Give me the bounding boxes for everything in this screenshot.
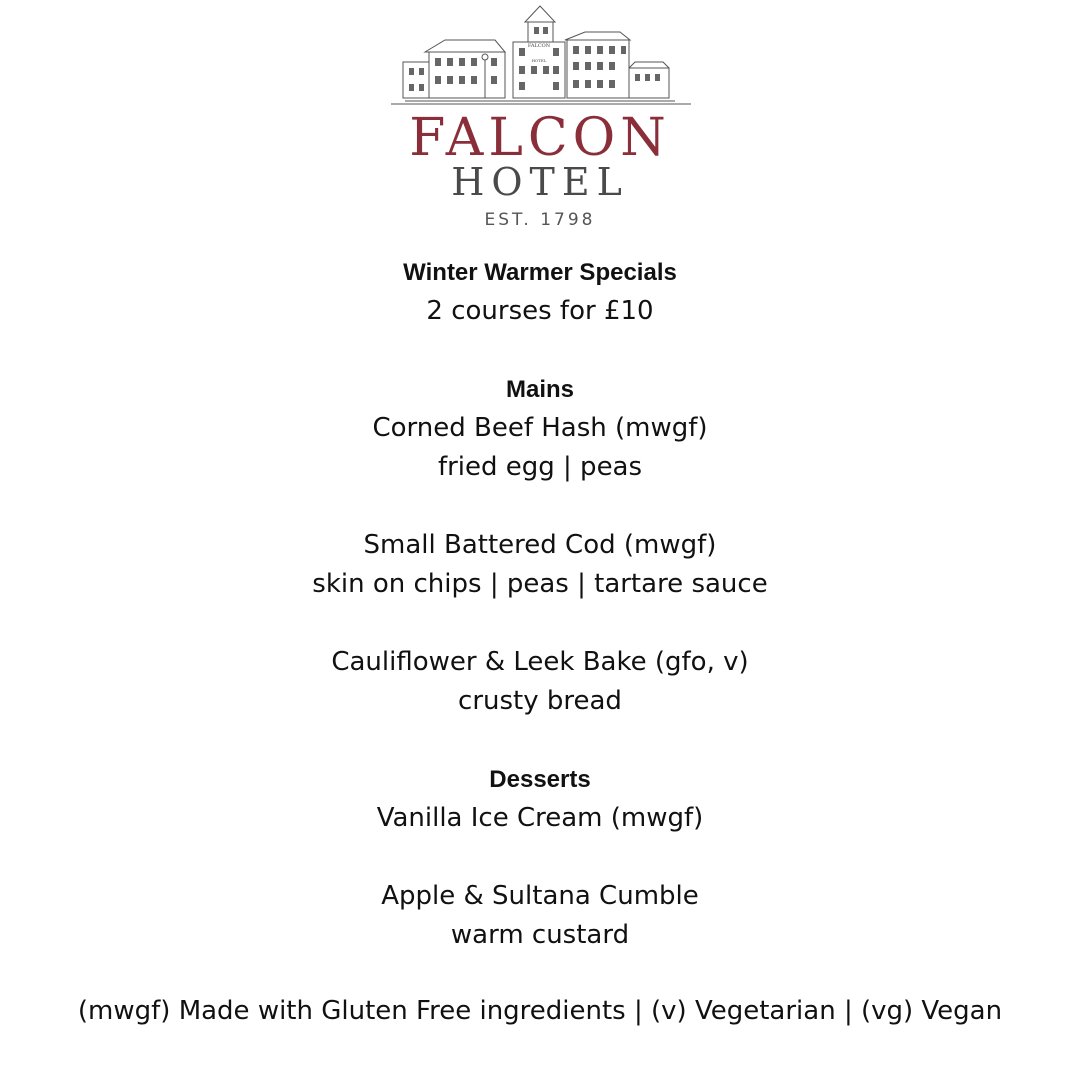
hotel-logo [385, 0, 695, 235]
tower-sign-text: FALCON [527, 43, 551, 49]
menu-item-name: Apple & Sultana Cumble [381, 881, 699, 911]
logo-subname: HOTEL [451, 160, 629, 204]
specials-menu [0, 253, 1080, 955]
menu-item-description: fried egg | peas [437, 452, 643, 482]
spacer [0, 838, 1080, 877]
spacer [0, 604, 1080, 643]
menu-item-description: skin on chips | peas | tartare sauce [312, 569, 768, 599]
menu-item-name: Cauliflower & Leek Bake (gfo, v) [331, 647, 749, 677]
hotel-building-illustration [385, 0, 695, 110]
spacer [0, 721, 1080, 760]
tower-sign-text-2: HOTEL [531, 58, 547, 63]
menu-item-name: Small Battered Cod (mwgf) [363, 530, 717, 560]
dietary-key-footnote: (mwgf) Made with Gluten Free ingredients | (v) Vegetarian | (vg) Vegan [77, 996, 1003, 1026]
menu-offer: 2 courses for £10 [426, 296, 654, 326]
menu-item-name: Vanilla Ice Cream (mwgf) [376, 803, 704, 833]
spacer [0, 487, 1080, 526]
menu-item-description: warm custard [450, 920, 630, 950]
menu-item-name: Corned Beef Hash (mwgf) [372, 413, 708, 443]
menu-item-description: crusty bread [458, 686, 622, 716]
desserts-heading: Desserts [489, 766, 591, 793]
logo-established: EST. 1798 [484, 210, 596, 230]
menu-title: Winter Warmer Specials [403, 259, 677, 286]
mains-heading: Mains [505, 376, 574, 403]
logo-name: FALCON [409, 108, 671, 168]
spacer [0, 331, 1080, 370]
